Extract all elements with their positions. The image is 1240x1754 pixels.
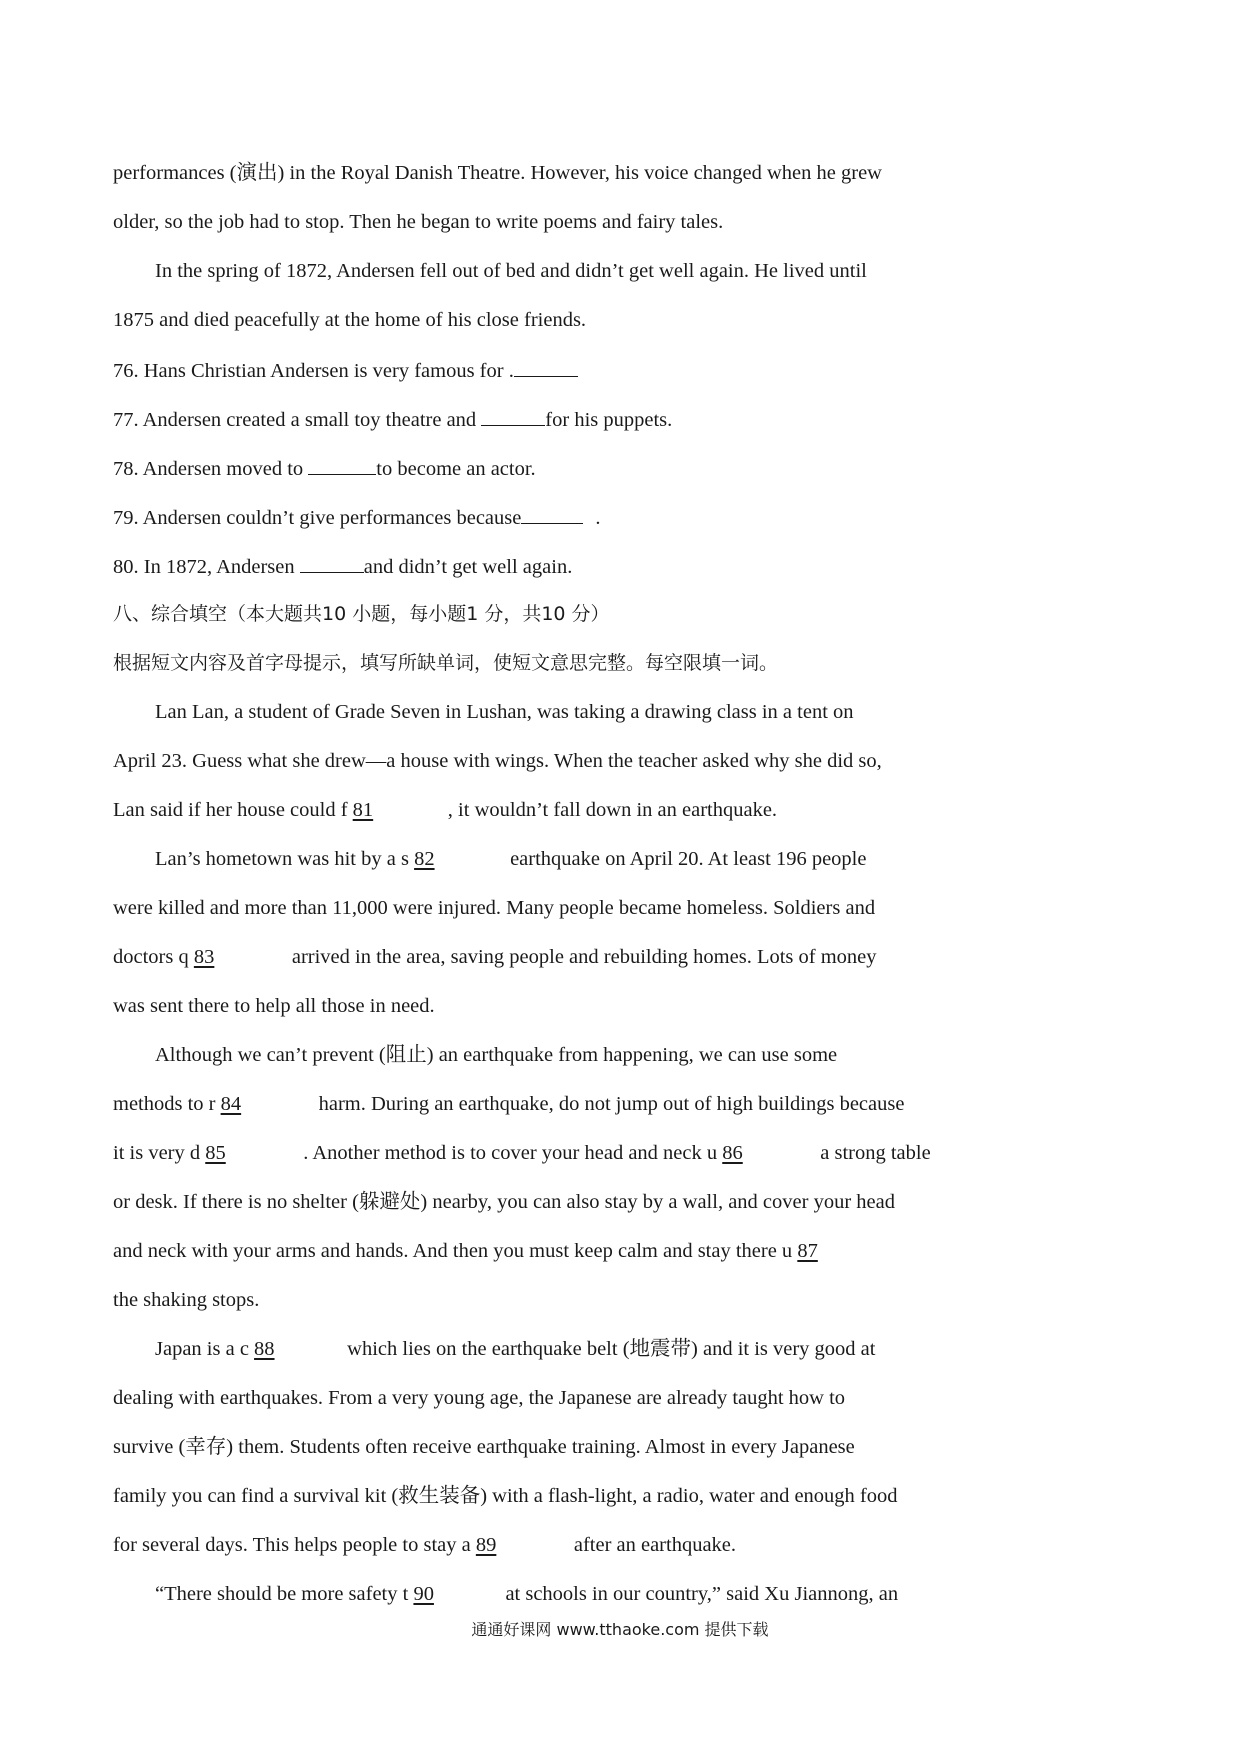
text-line: family you can find a survival kit (救生装备) with a flash-light, a radio, water and enough food xyxy=(113,1485,898,1507)
text-line: doctors q 83 arrived in the area, saving people and rebuilding homes. Lots of money xyxy=(113,946,877,968)
answer-blank-88[interactable]: 88 xyxy=(254,1338,275,1360)
text-line: methods to r 84 harm. During an earthquake, do not jump out of high buildings because xyxy=(113,1093,905,1115)
text-line: were killed and more than 11,000 were injured. Many people became homeless. Soldiers and xyxy=(113,897,876,919)
text-line: Lan Lan, a student of Grade Seven in Lushan, was taking a drawing class in a tent on xyxy=(155,701,854,723)
section-instruction: 根据短文内容及首字母提示，填写所缺单词，使短文意思完整。每空限填一词。 xyxy=(113,652,779,674)
text-line: Lan said if her house could f 81 , it wouldn’t fall down in an earthquake. xyxy=(113,799,778,821)
answer-blank-81[interactable]: 81 xyxy=(352,799,374,821)
text-line: older, so the job had to stop. Then he began to write poems and fairy tales. xyxy=(113,211,724,233)
question-78: 78. Andersen moved to to become an actor. xyxy=(113,454,536,482)
page-footer: 通通好课网 www.tthaoke.com 提供下载 xyxy=(471,1620,769,1639)
answer-blank[interactable] xyxy=(521,503,583,524)
answer-blank-85[interactable]: 85 xyxy=(205,1142,226,1164)
text-line: for several days. This helps people to stay a 89 after an earthquake. xyxy=(113,1534,737,1556)
question-79: 79. Andersen couldn’t give performances because . xyxy=(113,503,600,531)
answer-blank-83[interactable]: 83 xyxy=(193,946,215,968)
text-line: dealing with earthquakes. From a very young age, the Japanese are already taught how to xyxy=(113,1387,846,1409)
text-line: 1875 and died peacefully at the home of his close friends. xyxy=(113,309,587,331)
text-line: April 23. Guess what she drew—a house with wings. When the teacher asked why she did so, xyxy=(113,750,882,772)
text-line: the shaking stops. xyxy=(113,1289,260,1311)
text-line: performances (演出) in the Royal Danish Theatre. However, his voice changed when he grew xyxy=(113,162,882,184)
text-line: In the spring of 1872, Andersen fell out of bed and didn’t get well again. He lived until xyxy=(155,260,867,282)
section-heading: 八、综合填空（本大题共10 小题，每小题1 分，共10 分） xyxy=(113,603,610,625)
text-line: survive (幸存) them. Students often receive earthquake training. Almost in every Japanese xyxy=(113,1436,855,1458)
answer-blank-90[interactable]: 90 xyxy=(413,1583,434,1605)
question-76: 76. Hans Christian Andersen is very famous for . xyxy=(113,356,578,384)
text-line: Japan is a c 88 which lies on the earthquake belt (地震带) and it is very good at xyxy=(155,1338,876,1360)
text-line: and neck with your arms and hands. And then you must keep calm and stay there u 87 xyxy=(113,1238,885,1264)
answer-blank[interactable] xyxy=(300,552,364,573)
text-line: was sent there to help all those in need. xyxy=(113,995,435,1017)
text-line: Lan’s hometown was hit by a s 82 earthquake on April 20. At least 196 people xyxy=(155,848,867,870)
answer-blank-87[interactable]: 87 xyxy=(797,1240,818,1262)
text-line: Although we can’t prevent (阻止) an earthquake from happening, we can use some xyxy=(155,1044,838,1066)
answer-blank-89[interactable]: 89 xyxy=(475,1534,497,1556)
answer-blank-82[interactable]: 82 xyxy=(414,848,435,870)
question-77: 77. Andersen created a small toy theatre and for his puppets. xyxy=(113,405,672,433)
text-line: “There should be more safety t 90 at schools in our country,” said Xu Jiannong, an xyxy=(155,1583,899,1605)
answer-blank-86[interactable]: 86 xyxy=(722,1142,743,1164)
answer-blank[interactable] xyxy=(481,405,545,426)
text-line: or desk. If there is no shelter (躲避处) nearby, you can also stay by a wall, and cover your head xyxy=(113,1191,895,1213)
text-line: it is very d 85 . Another method is to cover your head and neck u 86 a strong table xyxy=(113,1142,931,1164)
answer-blank[interactable] xyxy=(514,356,578,377)
answer-blank-84[interactable]: 84 xyxy=(220,1093,242,1115)
answer-blank[interactable] xyxy=(308,454,376,475)
question-80: 80. In 1872, Andersen and didn’t get well again. xyxy=(113,552,572,580)
